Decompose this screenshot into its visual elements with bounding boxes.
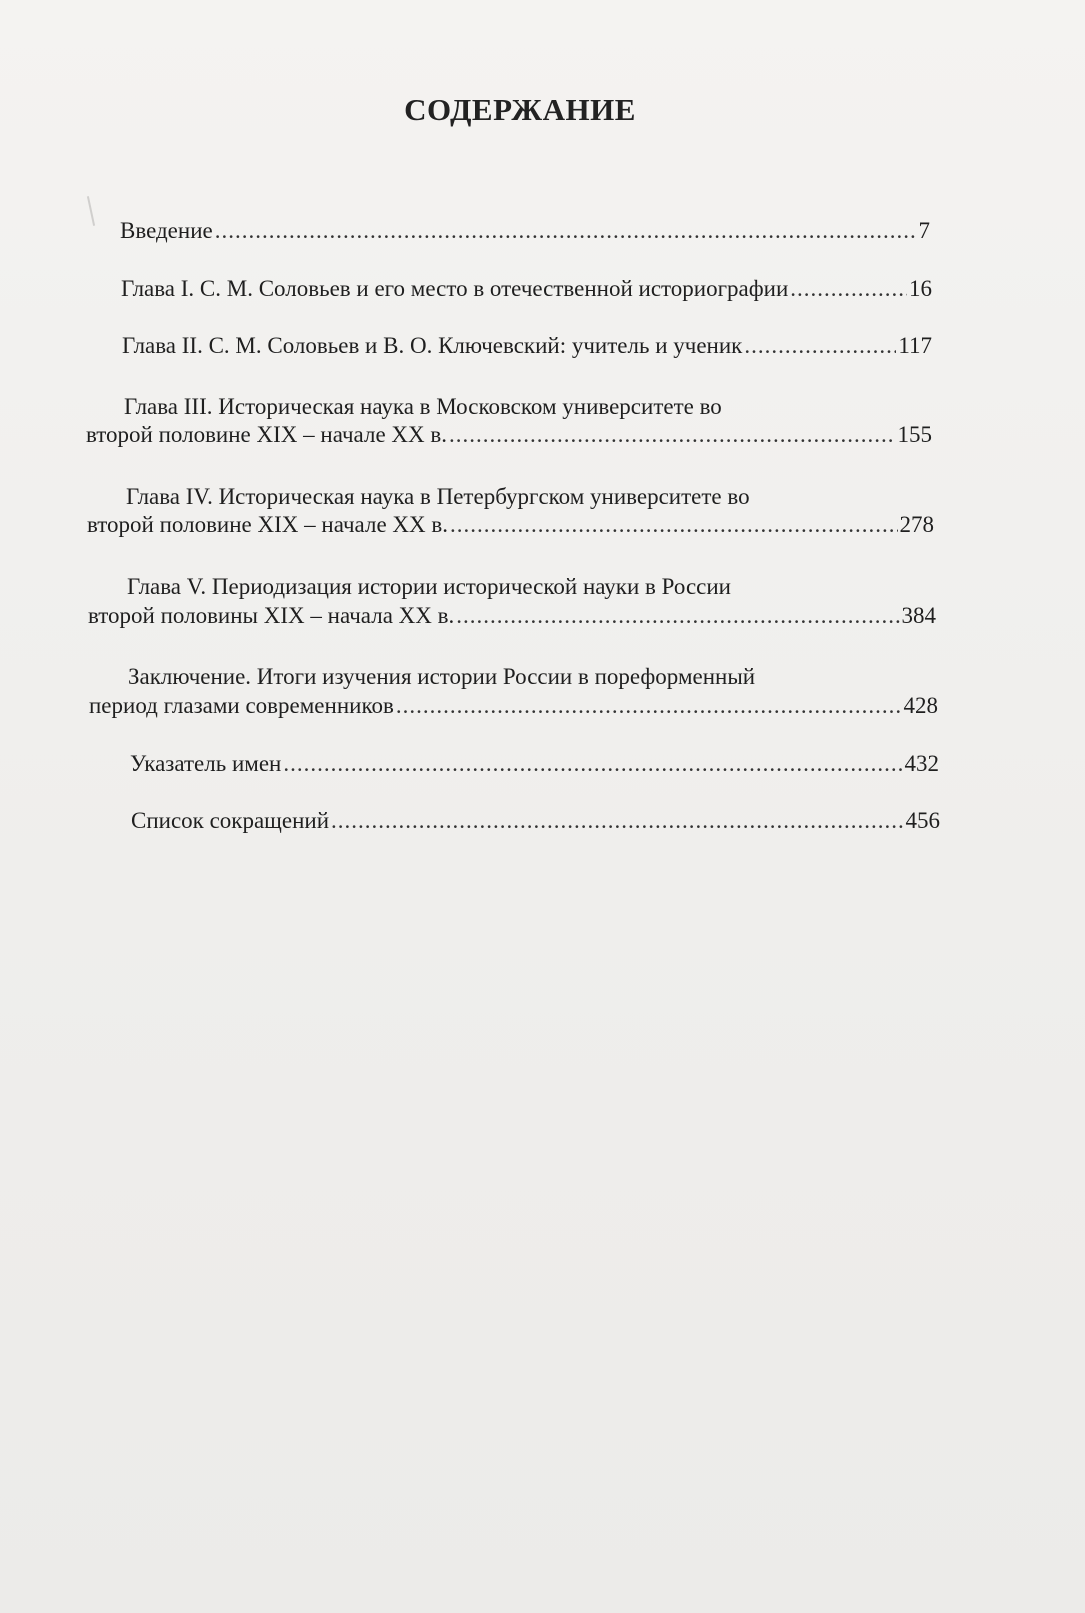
toc-page-number: 117 — [898, 333, 932, 358]
toc-entry-chapter-4-first-line: Глава IV. Историческая наука в Петербургском университете во — [126, 484, 750, 509]
toc-entry-index-of-names — [130, 751, 939, 777]
toc-page-number: 278 — [899, 512, 934, 537]
toc-leader-dots — [331, 808, 903, 834]
toc-page-number: 428 — [903, 693, 938, 718]
toc-entry-chapter-5-first-line: Глава V. Периодизация истории исторической науки в России — [127, 574, 731, 599]
toc-entry-conclusion-first-line: Заключение. Итоги изучения истории России в пореформенный — [128, 664, 756, 689]
toc-entry-chapter-4 — [87, 512, 934, 538]
toc-page-number: 456 — [905, 808, 940, 833]
toc-page-number: 384 — [901, 603, 936, 628]
toc-entry-title: Указатель имен — [130, 751, 282, 776]
toc-entry-chapter-1 — [121, 276, 932, 302]
toc-entry-title: Глава II. С. М. Соловьев и В. О. Ключевский: учитель и ученик — [122, 333, 743, 358]
toc-entry-conclusion — [89, 693, 938, 719]
toc-leader-dots — [456, 603, 899, 629]
toc-page-number: 7 — [918, 218, 930, 243]
toc-entry-title: второй половине XIX – начале XX в. — [86, 422, 447, 447]
toc-entry-abbreviations — [131, 808, 940, 834]
toc-leader-dots — [283, 751, 902, 777]
toc-entry-title: второй половине XIX – начале XX в. — [87, 512, 448, 537]
toc-entry-title: второй половины XIX – начала XX в. — [88, 603, 455, 628]
toc-page-number: 155 — [897, 422, 932, 447]
toc-leader-dots — [215, 218, 917, 244]
toc-leader-dots — [450, 512, 898, 538]
toc-entry-title: Введение — [120, 218, 213, 243]
page-title: СОДЕРЖАНИЕ — [404, 92, 636, 127]
toc-entry-chapter-3 — [86, 422, 932, 448]
toc-entry-chapter-5 — [88, 603, 936, 629]
toc-entry-introduction — [120, 218, 930, 244]
toc-page-number: 432 — [904, 751, 939, 776]
toc-entry-chapter-2 — [122, 333, 932, 359]
toc-leader-dots — [396, 693, 902, 719]
toc-page-number: 16 — [909, 276, 932, 301]
toc-entry-title: период глазами современников — [89, 693, 394, 718]
toc-entry-title: Список сокращений — [131, 808, 330, 833]
toc-entry-chapter-3-first-line: Глава III. Историческая наука в Московском университете во — [124, 394, 722, 419]
toc-leader-dots — [449, 422, 896, 448]
toc-leader-dots — [744, 333, 896, 359]
toc-entry-title: Глава I. С. М. Соловьев и его место в отечественной историографии — [121, 276, 789, 301]
toc-leader-dots — [790, 276, 907, 302]
